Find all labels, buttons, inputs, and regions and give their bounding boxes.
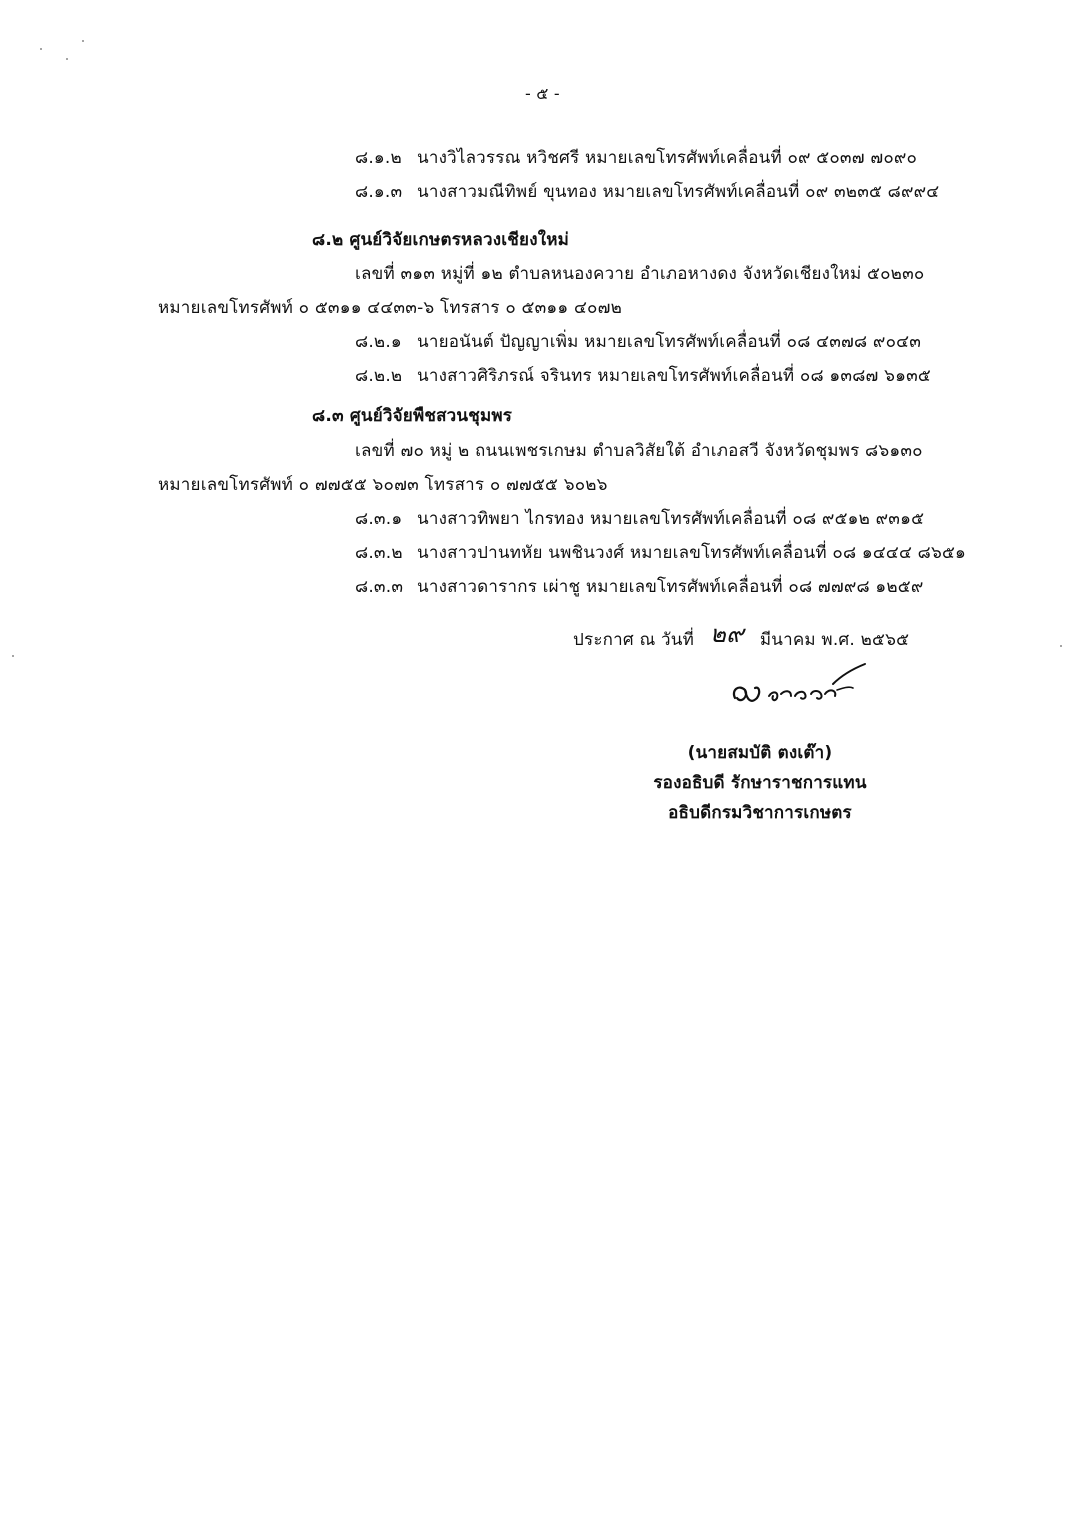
- signatory-title: อธิบดีกรมวิชาการเกษตร: [668, 803, 852, 823]
- signature-image: [725, 660, 895, 720]
- item-text: นางสาวปานทหัย นพชินวงศ์ หมายเลขโทรศัพท์เคลื่อนที่ ๐๘ ๑๔๔๔ ๘๖๕๑: [417, 543, 967, 563]
- address-line: เลขที่ ๗๐ หมู่ ๒ ถนนเพชรเกษม ตำบลวิสัยใต้ อำเภอสวี จังหวัดชุมพร ๘๖๑๓๐: [355, 441, 923, 461]
- section-heading: ๘.๒ ศูนย์วิจัยเกษตรหลวงเชียงใหม่: [312, 230, 570, 250]
- list-item: [355, 507, 924, 531]
- list-item: [355, 330, 921, 354]
- announcement-prefix: ประกาศ ณ วันที่: [573, 630, 695, 650]
- item-number: ๘.๓.๒: [355, 543, 403, 563]
- item-text: นางสาวมณีทิพย์ ขุนทอง หมายเลขโทรศัพท์เคลื่อนที่ ๐๙ ๓๒๓๕ ๘๙๙๔: [417, 182, 940, 202]
- item-text: นางสาวดารากร เผ่าชู หมายเลขโทรศัพท์เคลื่อนที่ ๐๘ ๗๗๙๘ ๑๒๕๙: [417, 577, 924, 597]
- scan-speck: [40, 48, 42, 50]
- item-number: ๘.๓.๓: [355, 577, 404, 597]
- item-text: นางสาวศิริภรณ์ จรินทร หมายเลขโทรศัพท์เคลื่อนที่ ๐๘ ๑๓๘๗ ๖๑๓๕: [417, 366, 931, 386]
- handwritten-day: ๒๙: [710, 620, 744, 648]
- address-line: เลขที่ ๓๑๓ หมู่ที่ ๑๒ ตำบลหนองควาย อำเภอหางดง จังหวัดเชียงใหม่ ๕๐๒๓๐: [355, 264, 925, 284]
- item-number: ๘.๒.๑: [355, 332, 402, 352]
- scan-speck: [12, 655, 14, 657]
- address-line: หมายเลขโทรศัพท์ ๐ ๕๓๑๑ ๔๔๓๓-๖ โทรสาร ๐ ๕๓๑๑ ๔๐๗๒: [158, 298, 623, 318]
- list-item: [355, 364, 931, 388]
- signatory-name: (นายสมบัติ ตงเต๊า): [687, 743, 833, 763]
- list-item: [355, 541, 966, 565]
- address-line: หมายเลขโทรศัพท์ ๐ ๗๗๕๕ ๖๐๗๓ โทรสาร ๐ ๗๗๕๕ ๖๐๒๖: [158, 475, 608, 495]
- list-item: [355, 180, 939, 204]
- item-text: นายอนันต์ ปัญญาเพิ่ม หมายเลขโทรศัพท์เคลื่อนที่ ๐๘ ๔๓๗๘ ๙๐๔๓: [417, 332, 922, 352]
- scan-speck: [66, 58, 68, 60]
- announcement-date: [573, 620, 910, 652]
- announcement-suffix: มีนาคม พ.ศ. ๒๕๖๕: [759, 630, 910, 650]
- signatory-block: [600, 738, 920, 828]
- signatory-title: รองอธิบดี รักษาราชการแทน: [653, 773, 867, 793]
- item-number: ๘.๓.๑: [355, 509, 403, 529]
- page-number: - ๕ -: [525, 84, 560, 103]
- item-number: ๘.๒.๒: [355, 366, 403, 386]
- scan-speck: [1060, 645, 1062, 647]
- item-text: นางสาวทิพยา ไกรทอง หมายเลขโทรศัพท์เคลื่อนที่ ๐๘ ๙๕๑๒ ๙๓๑๕: [417, 509, 925, 529]
- list-item: [355, 146, 917, 170]
- scan-speck: [82, 40, 84, 42]
- item-number: ๘.๑.๒: [355, 148, 402, 168]
- section-heading: ๘.๓ ศูนย์วิจัยพืชสวนชุมพร: [312, 406, 513, 426]
- list-item: [355, 575, 924, 599]
- item-number: ๘.๑.๓: [355, 182, 403, 202]
- item-text: นางวิไลวรรณ หวิชศรี หมายเลขโทรศัพท์เคลื่อนที่ ๐๙ ๕๐๓๗ ๗๐๙๐: [417, 148, 918, 168]
